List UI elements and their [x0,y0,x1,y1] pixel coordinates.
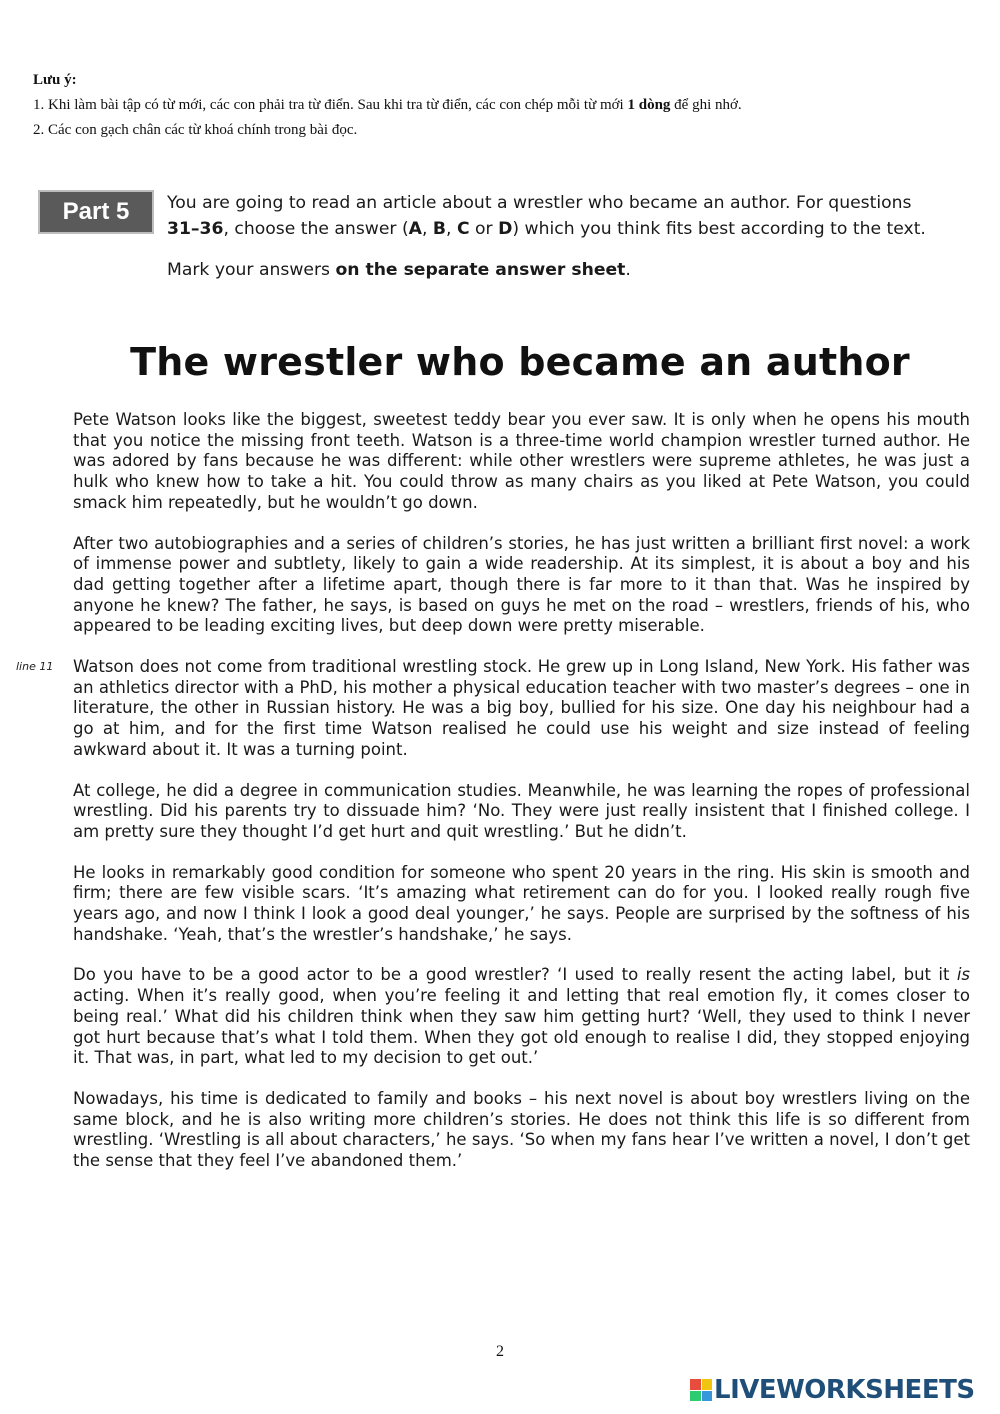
paragraph-4: At college, he did a degree in communication studies. Meanwhile, he was learning the ropes of professional wrestling. Did his parents try to dissuade him? ‘No. They were just really insistent that I finished college. I am pretty sure they thought I’d get hurt and quit wrestling.’ But he didn’t. [73,780,970,841]
instructions-text [167,190,927,242]
option-d: D [498,219,513,239]
liveworksheets-watermark [690,1375,990,1405]
logo-square-2 [702,1379,713,1390]
mark-end: . [625,260,631,280]
article-title: The wrestler who became an author [130,340,910,384]
option-c: C [456,219,470,239]
intro-text-1: You are going to read an article about a wrestler who became an author. For questions [167,193,912,213]
paragraph-5: He looks in remarkably good condition for someone who spent 20 years in the ring. His skin is smooth and firm; there are few visible scars. ‘It’s amazing what retirement can do for you. I looked really rough five years ago, and now I think I look a good deal younger,’ he says. People are surprised by the softness of his handshake. ‘Yeah, that’s the wrestler’s handshake,’ he says. [73,862,970,944]
note-line-2: 2. Các con gạch chân các từ khoá chính trong bài đọc. [33,122,358,138]
note-line-1-bold: 1 dòng [627,97,671,113]
note-line-1-text: 1. Khi làm bài tập có từ mới, các con phải tra từ điển. Sau khi tra từ điển, các con chép mỗi từ mới [33,97,628,113]
instructions [167,190,927,283]
page-number: 2 [496,1343,504,1360]
logo-square-3 [690,1391,701,1402]
note-line-1 [33,93,973,118]
watermark-text: LIVEWORKSHEETS [714,1375,975,1405]
logo-square-4 [702,1391,713,1402]
teacher-note [33,68,973,143]
intro-text-3: ) which you think fits best according to the text. [512,219,926,239]
separator-3: or [469,219,499,239]
separator-2: , [446,219,457,239]
paragraph-6-text-1: Do you have to be a good actor to be a good wrestler? ‘I used to really resent the acting label, but it [73,965,957,985]
option-a: A [408,219,422,239]
line-label: line 11 [16,660,54,674]
paragraph-7: Nowadays, his time is dedicated to family and books – his next novel is about boy wrestlers living on the same block, and he is also writing more children’s stories. He does not think this life is so different from wrestling. ‘Wrestling is all about characters,’ he says. ‘So when my fans hear I’ve written a novel, I don’t get the sense that they feel I’ve abandoned them.’ [73,1088,970,1171]
note-title: Lưu ý: [33,72,77,88]
option-b: B [432,219,447,239]
separator-1: , [421,219,433,239]
note-line-1-end: để ghi nhớ. [670,97,742,113]
paragraph-6 [73,965,970,1069]
mark-text: Mark your answers [167,260,336,280]
paragraph-3-text: Watson does not come from traditional wrestling stock. He grew up in Long Island, New York. His father was an athletics director with a PhD, his mother a physical education teacher with two master’s degrees – one in literature, the other in Russian history. He was a big boy, bullied for his size. One day his neighbour had a go at him, and for the first time Watson realised he could use his weight and size instead of feeling awkward about it. It was a turning point. [73,657,970,759]
paragraph-1: Pete Watson looks like the biggest, sweetest teddy bear you ever saw. It is only when he opens his mouth that you notice the missing front teeth. Watson is a three-time world champion wrestler turned author. He was adored by fans because he was different: while other wrestlers were supreme athletes, he was just a hulk who knew how to take a hit. You could throw as many chairs as you liked at Pete Watson, you could smack him repeatedly, but he wouldn’t go down. [73,410,970,512]
logo-square-1 [690,1379,701,1390]
question-range: 31–36 [167,219,224,239]
mark-bold: on the separate answer sheet [335,260,626,280]
mark-instruction [167,257,927,283]
liveworksheets-logo-icon [690,1379,712,1401]
paragraph-6-emphasis: is [956,965,970,985]
paragraph-6-text-2: acting. When it’s really good, when you’re feeling it and letting that real emotion fly, it comes closer to being real.’ What did his children think when they saw him getting hurt? ‘Well, they used to think I never got hurt because that’s what I told them. When they got old enough to realise I did, they stopped enjoying it. That was, in part, what led to my decision to get out.’ [73,986,970,1068]
intro-text-2: , choose the answer ( [223,219,409,239]
paragraph-2: After two autobiographies and a series of children’s stories, he has just written a brilliant first novel: a work of immense power and subtlety, likely to gain a wide readership. At its simplest, it is about a boy and his dad getting together after a lifetime apart, though there is far more to it than that. Was he inspired by anyone he knew? The father, he says, is based on guys he met on the road – wrestlers, friends of his, who appeared to be leading exciting lives, but deep down were pretty miserable. [73,533,970,636]
article-body [16,410,970,1192]
paragraph-3 [16,657,970,761]
part-badge: Part 5 [38,190,154,234]
